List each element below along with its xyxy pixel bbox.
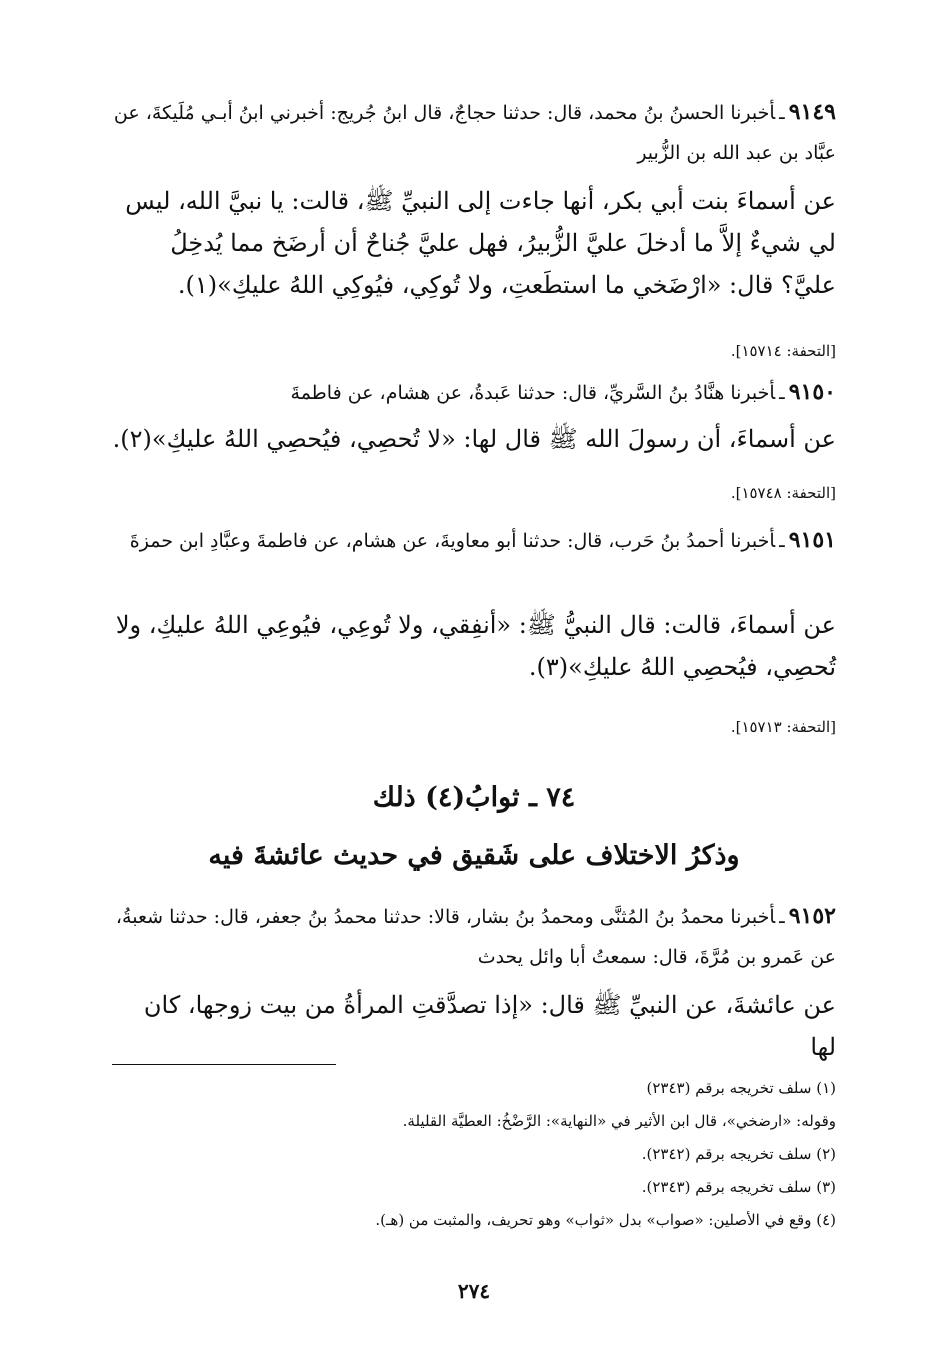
hadith-number: ٩١٤٩ [788,99,836,125]
number-separator: ـ [779,906,785,928]
hadith-isnad [112,92,836,173]
hadith-number: ٩١٥١ [788,527,836,553]
footnote-separator [112,1064,336,1065]
number-separator: ـ [779,382,785,404]
footnote: (٤) وقع في الأصلين: «صواب» بدل «ثواب» وهو تحريف، والمثبت من (هـ). [375,1211,836,1229]
number-separator: ـ [779,530,785,552]
isnad-text: أخبرنا محمدُ بنُ المُثنَّى ومحمدُ بنُ بشار، قالا: حدثنا محمدُ بنُ جعفر، قال: حدثنا شعبةُ، عن عَمرو بن مُرَّةَ، قال: سمعتُ أبا وائل يحدث [115,906,836,968]
number-separator: ـ [779,102,785,124]
hadith-matn: عن أسماءَ، قالت: قال النبيُّ ﷺ: «أنفِقي، ولا تُوعِي، فيُوعِي اللهُ عليكِ، ولا تُحصِي، فيُحصِي اللهُ عليكِ»(٣). [115,611,836,681]
isnad-text: أخبرنا الحسنُ بنُ محمد، قال: حدثنا حجاجٌ، قال ابنُ جُريج: أخبرني ابنُ أبـي مُلَيكةَ، عن عبَّاد بن عبد الله بن الزُّبير [113,102,836,164]
hadith-isnad [112,372,836,413]
hadith-matn: عن أسماءَ، أن رسولَ الله ﷺ قال لها: «لا تُحصِي، فيُحصِي اللهُ عليكِ»(٢). [112,425,836,453]
tuhfa-reference: [التحفة: ١٥٧١٤]. [730,342,836,360]
isnad-text: أخبرنا أحمدُ بنُ حَرب، قال: حدثنا أبو معاويةَ، عن هشام، عن فاطمةَ وعبَّادِ ابن حمزةَ [129,530,776,552]
footnote: (٣) سلف تخريجه برقم (٢٣٤٣). [641,1178,836,1196]
tuhfa-reference: [التحفة: ١٥٧١٣]. [730,718,836,736]
hadith-matn: عن أسماءَ بنت أبي بكر، أنها جاءت إلى النبيِّ ﷺ، قالت: يا نبيَّ الله، ليس لي شيءٌ إلاَّ ما أدخلَ عليَّ الزُّبيرُ، فهل عليَّ جُناحٌ أن أرضَخ مما يُدخِلُ عليَّ؟ قال: «ارْضَخي ما استطَعتِ، ولا تُوكِي، فيُوكِي اللهُ عليكِ»(١). [125,187,836,299]
page-number: ٢٧٤ [457,1279,491,1303]
chapter-title: ٧٤ ـ ثوابُ(٤) ذلك [372,782,576,813]
footnote: (٢) سلف تخريجه برقم (٢٣٤٢). [641,1145,836,1163]
tuhfa-reference: [التحفة: ١٥٧٤٨]. [730,484,836,502]
isnad-text: أخبرنا هنَّادُ بنُ السَّريِّ، قال: حدثنا عَبدةُ، عن هشام، عن فاطمةَ [290,382,776,404]
chapter-subtitle: وذكرُ الاختلاف على شَقيق في حديث عائشةَ فيه [208,840,740,871]
footnote: (١) سلف تخريجه برقم (٢٣٤٣) [646,1079,836,1097]
footnotes [112,1072,836,1237]
hadith-number: ٩١٥٢ [788,903,836,929]
footnote: وقوله: «ارضخي»، قال ابن الأثير في «النهاية»: الرَّضْخُ: العطيَّة القليلة. [402,1112,836,1130]
hadith-matn: عن عائشةَ، عن النبيِّ ﷺ قال: «إذا تصدَّقتِ المرأةُ من بيت زوجها، كان لها [143,991,836,1061]
hadith-isnad [112,896,836,977]
hadith-isnad [112,520,836,561]
hadith-number: ٩١٥٠ [788,379,836,405]
